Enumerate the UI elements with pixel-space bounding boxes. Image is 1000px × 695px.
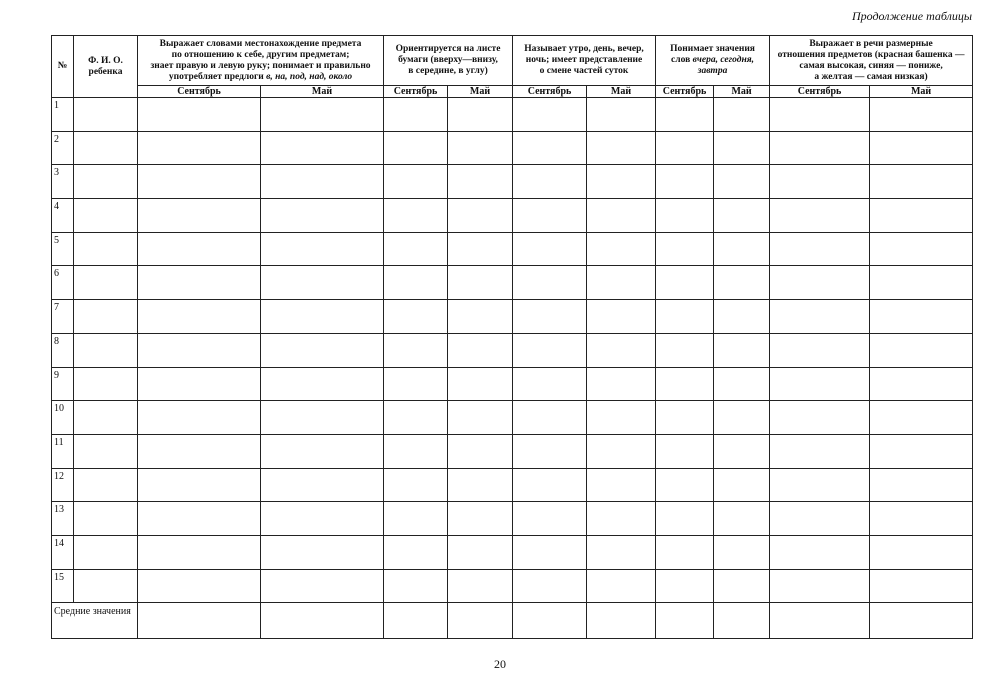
table-row xyxy=(52,434,973,468)
table-row xyxy=(52,131,973,165)
table-row xyxy=(52,333,973,367)
child-name-cell[interactable] xyxy=(74,367,138,401)
score-cell[interactable] xyxy=(448,131,513,165)
score-cell[interactable] xyxy=(770,98,870,132)
score-cell[interactable] xyxy=(656,502,714,536)
row-number: 2 xyxy=(52,131,74,165)
score-cell[interactable] xyxy=(261,266,384,300)
child-name-cell[interactable] xyxy=(74,232,138,266)
row-number: 3 xyxy=(52,165,74,199)
score-cell[interactable] xyxy=(513,232,587,266)
score-cell[interactable] xyxy=(448,232,513,266)
row-number: 15 xyxy=(52,569,74,603)
score-cell[interactable] xyxy=(870,98,973,132)
score-cell[interactable] xyxy=(448,502,513,536)
score-cell[interactable] xyxy=(138,333,261,367)
score-cell[interactable] xyxy=(138,401,261,435)
score-cell[interactable] xyxy=(513,300,587,334)
row-number: 4 xyxy=(52,199,74,233)
score-cell[interactable] xyxy=(513,569,587,603)
score-cell[interactable] xyxy=(587,98,656,132)
average-label: Средние значения xyxy=(52,603,138,639)
score-cell[interactable] xyxy=(448,569,513,603)
score-cell[interactable] xyxy=(870,401,973,435)
score-cell[interactable] xyxy=(870,131,973,165)
score-cell[interactable] xyxy=(770,266,870,300)
score-cell[interactable] xyxy=(384,266,448,300)
score-cell[interactable] xyxy=(587,333,656,367)
row-number: 1 xyxy=(52,98,74,132)
average-cell[interactable] xyxy=(261,603,384,639)
score-cell[interactable] xyxy=(714,401,770,435)
score-cell[interactable] xyxy=(656,199,714,233)
score-cell[interactable] xyxy=(770,333,870,367)
score-cell[interactable] xyxy=(384,401,448,435)
score-cell[interactable] xyxy=(714,131,770,165)
score-cell[interactable] xyxy=(656,266,714,300)
page-number: 20 xyxy=(494,657,506,671)
child-name-cell[interactable] xyxy=(74,535,138,569)
score-cell[interactable] xyxy=(714,535,770,569)
row-number: 12 xyxy=(52,468,74,502)
score-cell[interactable] xyxy=(656,131,714,165)
score-cell[interactable] xyxy=(138,232,261,266)
score-cell[interactable] xyxy=(138,569,261,603)
average-cell[interactable] xyxy=(448,603,513,639)
month-subheader: Сентябрь xyxy=(656,86,714,98)
score-cell[interactable] xyxy=(261,333,384,367)
score-cell[interactable] xyxy=(587,468,656,502)
score-cell[interactable] xyxy=(714,232,770,266)
score-cell[interactable] xyxy=(261,569,384,603)
score-cell[interactable] xyxy=(587,535,656,569)
score-cell[interactable] xyxy=(448,367,513,401)
score-cell[interactable] xyxy=(656,535,714,569)
score-cell[interactable] xyxy=(714,199,770,233)
month-subheader: Май xyxy=(587,86,656,98)
score-cell[interactable] xyxy=(261,300,384,334)
continuation-label: Продолжение таблицы xyxy=(851,9,972,23)
score-cell[interactable] xyxy=(384,131,448,165)
month-subheader: Сентябрь xyxy=(513,86,587,98)
score-cell[interactable] xyxy=(587,232,656,266)
score-cell[interactable] xyxy=(138,367,261,401)
score-cell[interactable] xyxy=(448,434,513,468)
score-cell[interactable] xyxy=(587,266,656,300)
score-cell[interactable] xyxy=(714,569,770,603)
row-number: 13 xyxy=(52,502,74,536)
row-number: 7 xyxy=(52,300,74,334)
score-cell[interactable] xyxy=(714,333,770,367)
score-cell[interactable] xyxy=(770,232,870,266)
score-cell[interactable] xyxy=(587,434,656,468)
child-name-cell[interactable] xyxy=(74,434,138,468)
score-cell[interactable] xyxy=(714,434,770,468)
month-subheader: Сентябрь xyxy=(138,86,261,98)
score-cell[interactable] xyxy=(770,131,870,165)
score-cell[interactable] xyxy=(384,502,448,536)
average-cell[interactable] xyxy=(770,603,870,639)
table-row xyxy=(52,535,973,569)
average-cell[interactable] xyxy=(870,603,973,639)
score-cell[interactable] xyxy=(770,401,870,435)
score-cell[interactable] xyxy=(513,98,587,132)
score-cell[interactable] xyxy=(261,468,384,502)
score-cell[interactable] xyxy=(261,535,384,569)
score-cell[interactable] xyxy=(870,165,973,199)
score-cell[interactable] xyxy=(870,569,973,603)
score-cell[interactable] xyxy=(656,434,714,468)
month-subheader: Май xyxy=(870,86,973,98)
score-cell[interactable] xyxy=(448,333,513,367)
score-cell[interactable] xyxy=(138,434,261,468)
score-cell[interactable] xyxy=(513,468,587,502)
child-name-cell[interactable] xyxy=(74,266,138,300)
score-cell[interactable] xyxy=(513,367,587,401)
score-cell[interactable] xyxy=(261,434,384,468)
child-name-cell[interactable] xyxy=(74,468,138,502)
score-cell[interactable] xyxy=(870,266,973,300)
row-number: 11 xyxy=(52,434,74,468)
score-cell[interactable] xyxy=(587,569,656,603)
score-cell[interactable] xyxy=(870,502,973,536)
month-subheader: Май xyxy=(448,86,513,98)
score-cell[interactable] xyxy=(513,434,587,468)
average-cell[interactable] xyxy=(656,603,714,639)
score-cell[interactable] xyxy=(384,367,448,401)
score-cell[interactable] xyxy=(448,468,513,502)
score-cell[interactable] xyxy=(448,165,513,199)
child-name-cell[interactable] xyxy=(74,199,138,233)
score-cell[interactable] xyxy=(448,535,513,569)
row-number: 5 xyxy=(52,232,74,266)
score-cell[interactable] xyxy=(870,535,973,569)
average-cell[interactable] xyxy=(513,603,587,639)
score-cell[interactable] xyxy=(448,199,513,233)
table-row xyxy=(52,502,973,536)
score-cell[interactable] xyxy=(656,165,714,199)
score-cell[interactable] xyxy=(513,502,587,536)
score-cell[interactable] xyxy=(587,367,656,401)
score-cell[interactable] xyxy=(261,131,384,165)
score-cell[interactable] xyxy=(870,468,973,502)
table-row xyxy=(52,165,973,199)
score-cell[interactable] xyxy=(138,535,261,569)
table-row xyxy=(52,367,973,401)
score-cell[interactable] xyxy=(261,401,384,435)
header-times-of-day: Называет утро, день, вечер, ночь; имеет представление о смене частей суток xyxy=(513,36,656,86)
row-number: 10 xyxy=(52,401,74,435)
score-cell[interactable] xyxy=(261,199,384,233)
table-row xyxy=(52,468,973,502)
average-cell[interactable] xyxy=(714,603,770,639)
score-cell[interactable] xyxy=(656,367,714,401)
child-name-cell[interactable] xyxy=(74,165,138,199)
score-cell[interactable] xyxy=(770,434,870,468)
score-cell[interactable] xyxy=(384,569,448,603)
table-row xyxy=(52,300,973,334)
score-cell[interactable] xyxy=(138,131,261,165)
score-cell[interactable] xyxy=(513,199,587,233)
score-cell[interactable] xyxy=(870,300,973,334)
child-name-cell[interactable] xyxy=(74,98,138,132)
score-cell[interactable] xyxy=(384,199,448,233)
score-cell[interactable] xyxy=(138,165,261,199)
averages-row xyxy=(52,603,973,639)
score-cell[interactable] xyxy=(261,165,384,199)
score-cell[interactable] xyxy=(384,535,448,569)
header-paper-orientation: Ориентируется на листе бумаги (вверху—внизу, в середине, в углу) xyxy=(384,36,513,86)
score-cell[interactable] xyxy=(138,199,261,233)
month-subheader: Сентябрь xyxy=(770,86,870,98)
header-location-words: Выражает словами местонахождение предмета по отношению к себе, другим предметам; знает правую и левую руку; понимает и правильно употребляет предлоги в, на, под, над, около xyxy=(138,36,384,86)
score-cell[interactable] xyxy=(261,98,384,132)
score-cell[interactable] xyxy=(384,165,448,199)
score-cell[interactable] xyxy=(261,367,384,401)
score-cell[interactable] xyxy=(587,131,656,165)
score-cell[interactable] xyxy=(448,401,513,435)
score-cell[interactable] xyxy=(138,98,261,132)
table-row xyxy=(52,199,973,233)
score-cell[interactable] xyxy=(714,98,770,132)
score-cell[interactable] xyxy=(448,300,513,334)
score-cell[interactable] xyxy=(513,535,587,569)
score-cell[interactable] xyxy=(770,199,870,233)
average-cell[interactable] xyxy=(384,603,448,639)
table-row xyxy=(52,569,973,603)
header-child-name: Ф. И. О. ребенка xyxy=(74,36,138,98)
score-cell[interactable] xyxy=(587,300,656,334)
score-cell[interactable] xyxy=(138,300,261,334)
score-cell[interactable] xyxy=(770,300,870,334)
child-name-cell[interactable] xyxy=(74,569,138,603)
score-cell[interactable] xyxy=(656,232,714,266)
child-name-cell[interactable] xyxy=(74,131,138,165)
score-cell[interactable] xyxy=(770,367,870,401)
table-row xyxy=(52,401,973,435)
score-cell[interactable] xyxy=(770,569,870,603)
score-cell[interactable] xyxy=(384,333,448,367)
score-cell[interactable] xyxy=(870,367,973,401)
table-row xyxy=(52,232,973,266)
score-cell[interactable] xyxy=(870,434,973,468)
row-number: 9 xyxy=(52,367,74,401)
score-cell[interactable] xyxy=(714,165,770,199)
row-number: 14 xyxy=(52,535,74,569)
score-cell[interactable] xyxy=(587,502,656,536)
score-cell[interactable] xyxy=(384,300,448,334)
score-cell[interactable] xyxy=(770,502,870,536)
score-cell[interactable] xyxy=(656,401,714,435)
score-cell[interactable] xyxy=(261,232,384,266)
row-number: 6 xyxy=(52,266,74,300)
score-cell[interactable] xyxy=(656,98,714,132)
score-cell[interactable] xyxy=(770,165,870,199)
header-number: № xyxy=(52,36,74,98)
score-cell[interactable] xyxy=(770,468,870,502)
score-cell[interactable] xyxy=(138,266,261,300)
score-cell[interactable] xyxy=(384,468,448,502)
score-cell[interactable] xyxy=(138,468,261,502)
table-row xyxy=(52,266,973,300)
score-cell[interactable] xyxy=(587,401,656,435)
score-cell[interactable] xyxy=(870,232,973,266)
month-subheader: Май xyxy=(714,86,770,98)
row-number: 8 xyxy=(52,333,74,367)
score-cell[interactable] xyxy=(513,131,587,165)
score-cell[interactable] xyxy=(513,333,587,367)
score-cell[interactable] xyxy=(587,199,656,233)
average-cell[interactable] xyxy=(587,603,656,639)
score-cell[interactable] xyxy=(587,165,656,199)
score-cell[interactable] xyxy=(770,535,870,569)
score-cell[interactable] xyxy=(714,300,770,334)
month-subheader: Сентябрь xyxy=(384,86,448,98)
child-name-cell[interactable] xyxy=(74,300,138,334)
score-cell[interactable] xyxy=(384,232,448,266)
table-row xyxy=(52,98,973,132)
score-cell[interactable] xyxy=(513,266,587,300)
assessment-table xyxy=(51,35,973,639)
score-cell[interactable] xyxy=(656,333,714,367)
score-cell[interactable] xyxy=(138,502,261,536)
score-cell[interactable] xyxy=(384,434,448,468)
subheader-row xyxy=(52,86,973,98)
score-cell[interactable] xyxy=(656,300,714,334)
score-cell[interactable] xyxy=(656,468,714,502)
month-subheader: Май xyxy=(261,86,384,98)
score-cell[interactable] xyxy=(513,401,587,435)
score-cell[interactable] xyxy=(656,569,714,603)
score-cell[interactable] xyxy=(714,367,770,401)
score-cell[interactable] xyxy=(513,165,587,199)
score-cell[interactable] xyxy=(384,98,448,132)
child-name-cell[interactable] xyxy=(74,401,138,435)
score-cell[interactable] xyxy=(714,266,770,300)
score-cell[interactable] xyxy=(448,266,513,300)
header-size-relations: Выражает в речи размерные отношения предметов (красная башенка — самая высокая, синяя — пониже, а желтая — самая низкая) xyxy=(770,36,973,86)
header-word-meanings: Понимает значения слов вчера, сегодня, завтра xyxy=(656,36,770,86)
score-cell[interactable] xyxy=(714,468,770,502)
child-name-cell[interactable] xyxy=(74,502,138,536)
score-cell[interactable] xyxy=(448,98,513,132)
score-cell[interactable] xyxy=(261,502,384,536)
average-cell[interactable] xyxy=(138,603,261,639)
score-cell[interactable] xyxy=(870,199,973,233)
score-cell[interactable] xyxy=(714,502,770,536)
child-name-cell[interactable] xyxy=(74,333,138,367)
score-cell[interactable] xyxy=(870,333,973,367)
